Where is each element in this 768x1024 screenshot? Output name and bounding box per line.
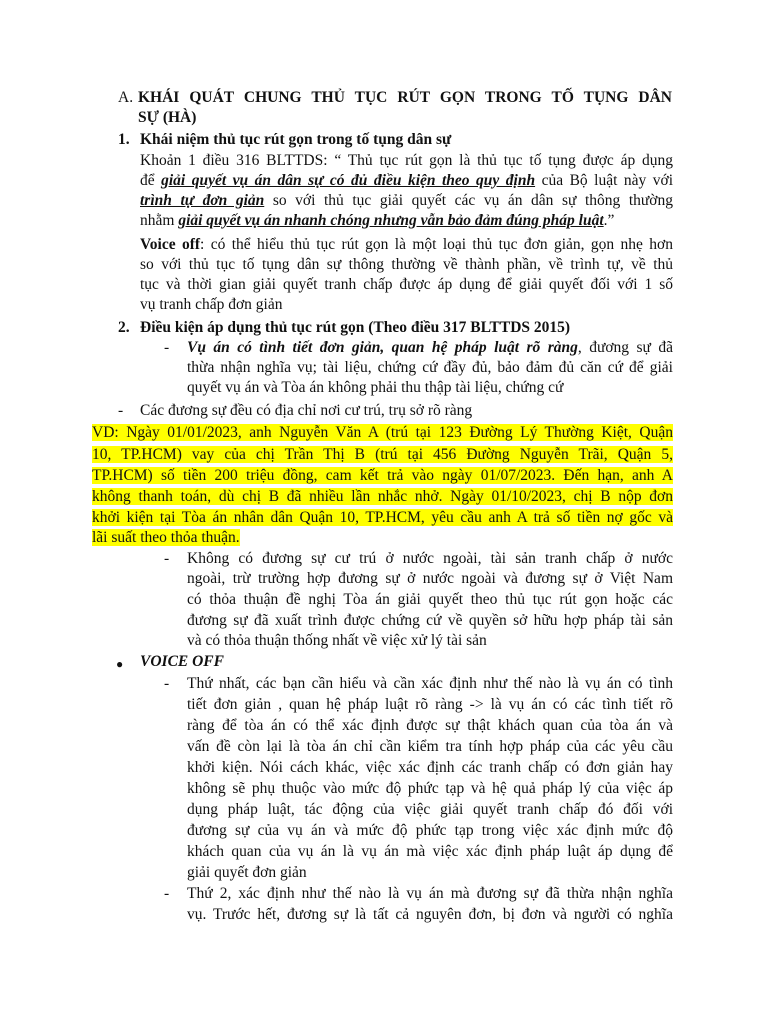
condition-line: Các đương sự đều có địa chỉ nơi cư trú, trụ sở rõ ràng — [140, 402, 473, 419]
item2-marker: 2. — [118, 319, 130, 336]
item1-paragraph-line: nhằm giải quyết vụ án nhanh chóng nhưng vẫn bảo đảm đúng pháp luật.” — [140, 212, 615, 229]
example-line: TP.HCM) số tiền 200 triệu đồng, cam kết trả vào ngày 01/07/2023. Đến hạn, anh A — [92, 467, 673, 484]
voice-off-line: vấn đề còn lại là tòa án chỉ cần kiểm tra tính hợp pháp của các yêu cầu — [187, 738, 673, 755]
condition-line: đương sự đã xuất trình được chứng cứ về quyền sở hữu hợp pháp tài sản — [187, 612, 673, 629]
dash-marker: - — [164, 885, 170, 902]
dash-marker: - — [164, 339, 170, 356]
example-line: VD: Ngày 01/01/2023, anh Nguyễn Văn A (trú tại 123 Đường Lý Thường Kiệt, Quận — [92, 424, 673, 441]
item2-heading: Điều kiện áp dụng thủ tục rút gọn (Theo điều 317 BLTTDS 2015) — [140, 319, 571, 336]
dash-marker: - — [118, 402, 124, 419]
example-line: lãi suất theo thỏa thuận. — [92, 529, 240, 546]
condition-line: quyết vụ án và Tòa án không phải thu thập tài liệu, chứng cứ — [187, 379, 564, 396]
example-line: 10, TP.HCM) vay của chị Trần Thị B (trú tại 456 Đường Nguyễn Trãi, Quận 5, — [92, 446, 673, 463]
voice-off-line: dụng pháp luật, tác động của việc giải quyết tranh chấp đó đối với — [187, 801, 673, 818]
voice-off-paragraph-line: tục và thời gian giải quyết tranh chấp được áp dụng để giải quyết đối với 1 số — [140, 276, 673, 293]
voice-off-line: giải quyết đơn giản — [187, 864, 307, 881]
voice-off-paragraph-line: vụ tranh chấp đơn giản — [140, 296, 283, 313]
voice-off-label: Voice off — [140, 236, 201, 253]
voice-off-paragraph-line: so với thủ tục tố tụng dân sự thông thường về thành phần, về trình tự, về thủ — [140, 256, 673, 273]
section-a-title: KHÁI QUÁT CHUNG THỦ TỤC RÚT GỌN TRONG TỐ TỤNG DÂN — [138, 89, 672, 106]
voice-off-line: Thứ 2, xác định như thế nào là vụ án mà đương sự đã thừa nhận nghĩa — [187, 885, 673, 902]
voice-off-line: Thứ nhất, các bạn cần hiểu và cần xác định như thế nào là vụ án có tình — [187, 675, 673, 692]
condition-line: có thỏa thuận đề nghị Tòa án giải quyết theo thủ tục rút gọn hoặc các — [187, 591, 673, 608]
emphasis-text: giải quyết vụ án nhanh chóng nhưng vẫn bảo đảm đúng pháp luật — [178, 212, 604, 229]
voice-off-line: khởi kiện. Nói cách khác, việc xác định các tranh chấp có đơn giản hay — [187, 759, 673, 776]
item1-marker: 1. — [118, 131, 130, 148]
condition-line: Không có đương sự cư trú ở nước ngoài, tài sản tranh chấp ở nước — [187, 550, 673, 567]
voice-off-line: đương sự của vụ án và mức độ phức tạp trong việc xác định mức độ — [187, 822, 673, 839]
item1-paragraph-line: trình tự đơn giản so với thủ tục giải quyết các vụ án dân sự thông thường — [140, 192, 673, 209]
emphasis-text: trình tự đơn giản — [140, 192, 265, 209]
voice-off-line: khách quan của vụ án là vụ án mà việc xác định pháp luật áp dụng để — [187, 843, 673, 860]
voice-off-line: tiết đơn giản , quan hệ pháp luật rõ ràng -> là vụ án có các tình tiết rõ — [187, 696, 673, 713]
condition-line: và có thỏa thuận thống nhất về việc xử lý tài sản — [187, 632, 487, 649]
bullet-icon: ● — [116, 657, 124, 671]
section-a-title-cont: SỰ (HÀ) — [138, 109, 197, 126]
voice-off-paragraph-line: Voice off: có thể hiểu thủ tục rút gọn là một loại thủ tục đơn giản, gọn nhẹ hơn — [140, 236, 673, 253]
dash-marker: - — [164, 550, 170, 567]
voice-off-line: ràng để tòa án có thể xác định được sự thật khách quan của tòa án và — [187, 717, 673, 734]
condition-line: ngoài, trừ trường hợp đương sự ở nước ngoài và đương sự ở Việt Nam — [187, 570, 673, 587]
emphasis-text: Vụ án có tình tiết đơn giản, quan hệ pháp luật rõ ràng — [187, 339, 578, 356]
condition-line: thừa nhận nghĩa vụ; tài liệu, chứng cứ đầy đủ, bảo đảm đủ căn cứ để giải — [187, 359, 673, 376]
example-line: không thanh toán, dù chị B đã nhiều lần nhắc nhở. Ngày 01/10/2023, chị B nộp đơn — [92, 488, 673, 505]
dash-marker: - — [164, 675, 170, 692]
item1-paragraph-line: để giải quyết vụ án dân sự có đủ điều kiện theo quy định của Bộ luật này với — [140, 172, 673, 189]
item1-paragraph-line: Khoản 1 điều 316 BLTTDS: “ Thủ tục rút gọn là thủ tục tố tụng được áp dụng — [140, 152, 673, 169]
condition-line: Vụ án có tình tiết đơn giản, quan hệ pháp luật rõ ràng, đương sự đã — [187, 339, 673, 356]
voice-off-line: vụ. Trước hết, đương sự là tất cả nguyên đơn, bị đơn và người có nghĩa — [187, 906, 673, 923]
section-a-marker: A. — [118, 89, 134, 106]
voice-off-line: không sẽ phụ thuộc vào mức độ phức tạp và hệ quả pháp lý của việc áp — [187, 780, 673, 797]
emphasis-text: giải quyết vụ án dân sự có đủ điều kiện theo quy định — [161, 172, 536, 189]
example-line: khởi kiện tại Tòa án nhân dân Quận 10, TP.HCM, yêu cầu anh A trả số tiền nợ gốc và — [92, 509, 673, 526]
voice-off-heading: VOICE OFF — [140, 653, 224, 670]
item1-heading: Khái niệm thủ tục rút gọn trong tố tụng dân sự — [140, 131, 452, 148]
